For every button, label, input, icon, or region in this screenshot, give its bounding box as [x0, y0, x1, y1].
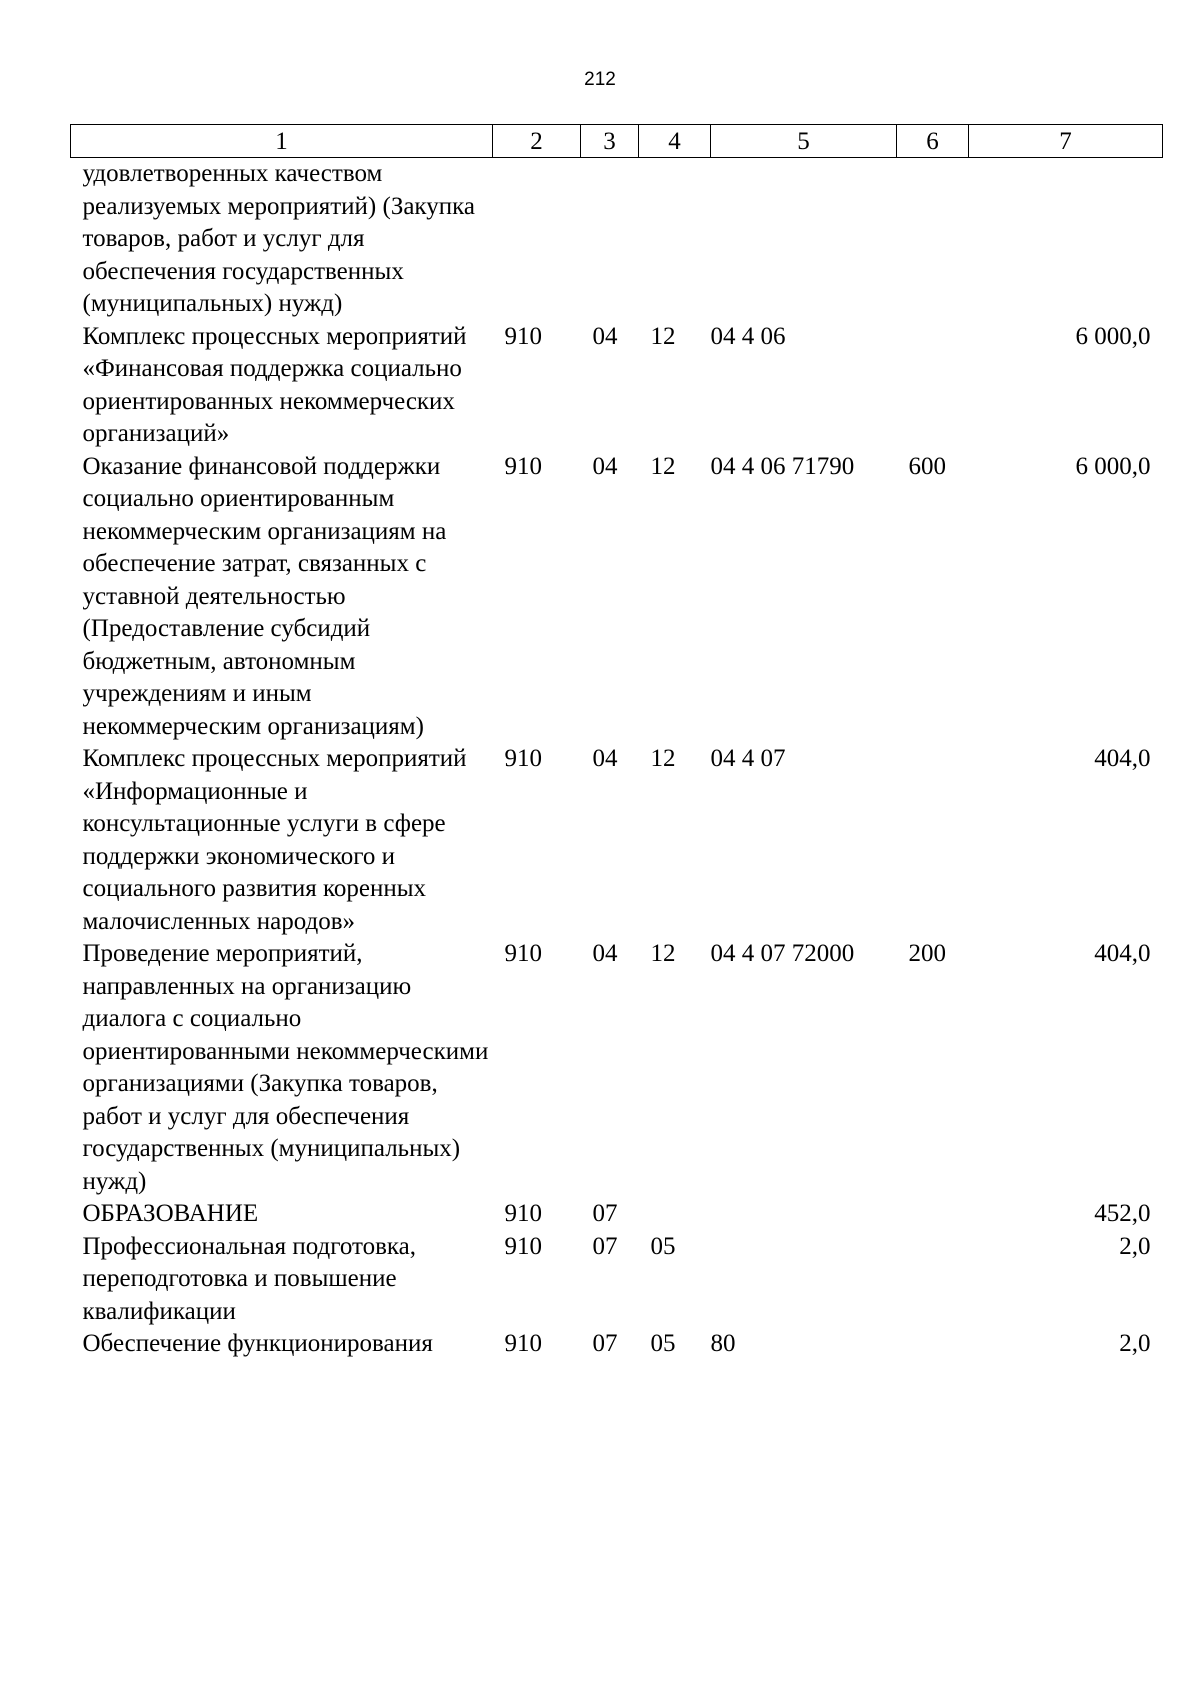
- row-col-6: [897, 1231, 969, 1329]
- row-name: ОБРАЗОВАНИЕ: [82, 1200, 259, 1227]
- header-col-4: 4: [639, 125, 711, 158]
- row-col-4: 05: [650, 1330, 676, 1357]
- row-col-5: [711, 1198, 897, 1231]
- row-name: Профессиональная подготовка, переподготовка и повышение квалификации: [82, 1232, 417, 1325]
- row-col-6: 200: [908, 940, 946, 967]
- header-col-2: 2: [493, 125, 581, 158]
- budget-table: [70, 124, 1163, 1361]
- row-col-4: 12: [650, 745, 676, 772]
- row-name: Комплекс процессных мероприятий «Информационные и консультационные услуги в сфере поддержки экономического и социального развития коренных малочисленных народов»: [82, 745, 467, 935]
- row-col-2: 910: [504, 1200, 542, 1227]
- row-col-7: 404,0: [1094, 940, 1151, 967]
- row-col-5: [711, 1231, 897, 1329]
- header-col-6: 6: [897, 125, 969, 158]
- row-col-6: [897, 158, 969, 321]
- row-col-7: 2,0: [1119, 1232, 1151, 1260]
- row-col-6: [897, 743, 969, 938]
- table-row: [71, 158, 1163, 321]
- row-col-4: 12: [650, 322, 676, 350]
- row-col-3: 07: [592, 1232, 618, 1260]
- row-col-3: 04: [592, 452, 618, 480]
- row-col-5: 04 4 07: [710, 745, 786, 772]
- row-col-2: [493, 158, 581, 321]
- row-col-7: 6 000,0: [1075, 322, 1151, 350]
- row-col-2: 910: [504, 452, 542, 480]
- row-name: Комплекс процессных мероприятий «Финансовая поддержка социально ориентированных некоммерческих организаций»: [82, 322, 467, 447]
- row-col-5: 04 4 06: [710, 322, 786, 350]
- row-col-6: [897, 1198, 969, 1231]
- row-col-6: [897, 1328, 969, 1361]
- row-col-3: 07: [592, 1330, 618, 1357]
- row-col-2: 910: [504, 322, 542, 350]
- row-col-2: 910: [504, 1330, 542, 1357]
- row-col-2: 910: [504, 940, 542, 967]
- row-col-3: 04: [592, 745, 618, 772]
- row-col-3: [581, 158, 639, 321]
- row-col-4: 12: [650, 940, 676, 967]
- row-col-4: [639, 1198, 711, 1231]
- row-col-2: 910: [504, 745, 542, 772]
- row-col-2: 910: [504, 1232, 542, 1260]
- row-col-7: [969, 158, 1163, 321]
- row-col-3: 04: [592, 322, 618, 350]
- table-row: [71, 1231, 1163, 1329]
- row-col-3: 04: [592, 940, 618, 967]
- table-row: [71, 1328, 1163, 1361]
- row-col-5: [711, 158, 897, 321]
- table-row: [71, 1198, 1163, 1231]
- row-col-3: 07: [592, 1200, 618, 1227]
- row-col-4: 12: [650, 452, 676, 480]
- row-col-5: 80: [710, 1330, 736, 1357]
- table-row: [71, 451, 1163, 744]
- header-col-5: 5: [711, 125, 897, 158]
- row-col-7: 6 000,0: [1075, 452, 1151, 480]
- row-name: Обеспечение функционирования: [82, 1330, 433, 1357]
- header-col-3: 3: [581, 125, 639, 158]
- row-col-6: [897, 321, 969, 451]
- table-row: [71, 938, 1163, 1198]
- row-col-6: 600: [908, 452, 946, 480]
- row-col-5: 04 4 06 71790: [710, 452, 855, 480]
- table-row: [71, 321, 1163, 451]
- row-col-7: 404,0: [1094, 745, 1151, 772]
- row-col-4: [639, 158, 711, 321]
- row-name: удовлетворенных качеством реализуемых мероприятий) (Закупка товаров, работ и услуг для обеспечения государственных (муниципальных) нужд): [82, 160, 475, 317]
- row-col-7: 2,0: [1119, 1330, 1151, 1357]
- table-header: [71, 125, 1163, 158]
- header-col-7: 7: [969, 125, 1163, 158]
- row-col-7: 452,0: [1094, 1200, 1151, 1227]
- row-col-4: 05: [650, 1232, 676, 1260]
- table-body: [71, 158, 1163, 1361]
- row-name: Оказание финансовой поддержки социально ориентированным некоммерческим организациям на обеспечение затрат, связанных с уставной деятельностью (Предоставление субсидий бюджетным, автономным учреждениям и иным некоммерческим организациям): [82, 452, 447, 740]
- header-row: [71, 125, 1163, 158]
- table-row: [71, 743, 1163, 938]
- row-name: Проведение мероприятий, направленных на организацию диалога с социально ориентированными некоммерческими организациями (Закупка товаров, работ и услуг для обеспечения государственных (муниципальных) нужд): [82, 940, 489, 1195]
- row-col-5: 04 4 07 72000: [710, 940, 855, 967]
- page-number: 212: [584, 69, 616, 90]
- header-col-1: 1: [71, 125, 493, 158]
